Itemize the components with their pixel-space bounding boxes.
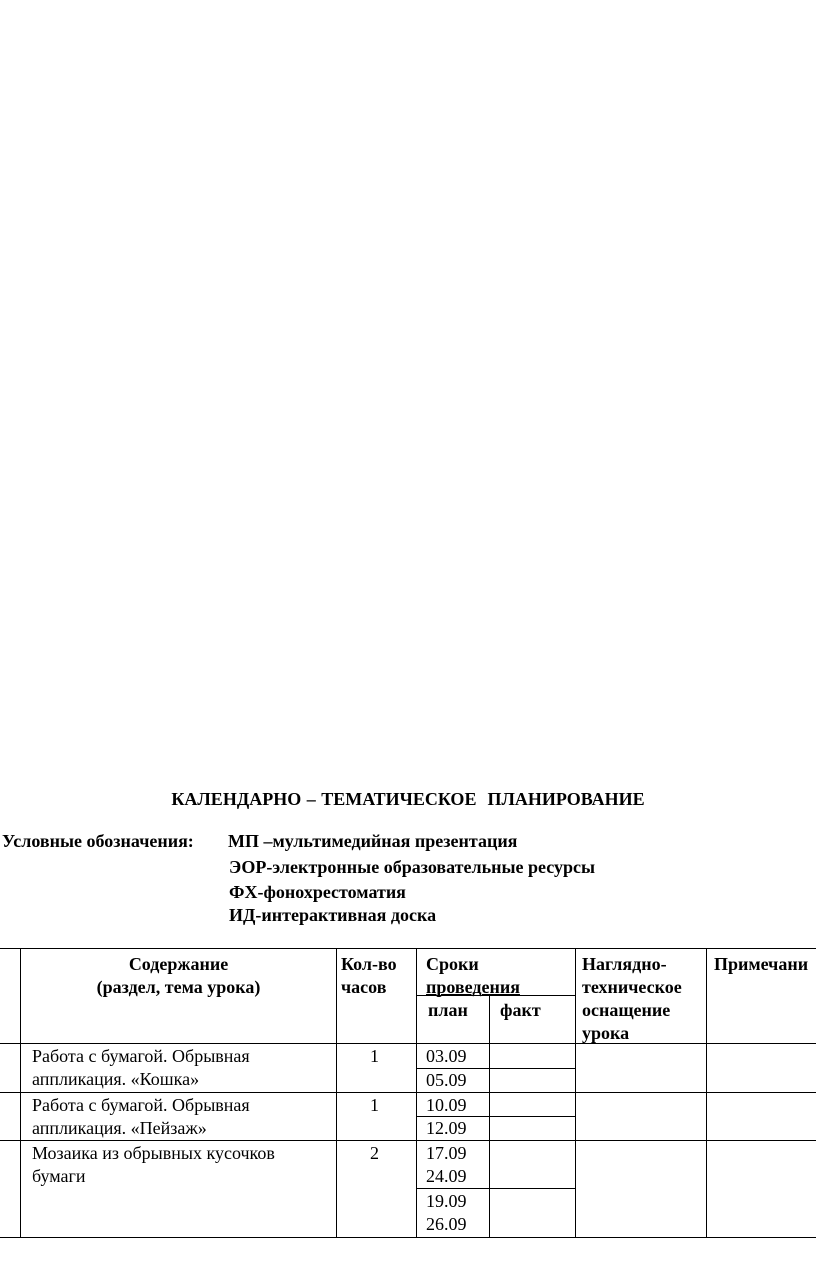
row3-plan-1b: 24.09 <box>426 1166 467 1186</box>
row1-hours: 1 <box>370 1046 379 1066</box>
legend-item-fh: ФХ-фонохрестоматия <box>229 882 406 902</box>
legend-item-mp: МП –мультимедийная презентация <box>228 831 518 851</box>
row3-hours: 2 <box>370 1143 379 1163</box>
table-row-1-content <box>32 1045 250 1091</box>
table-divider-header-bottom <box>0 1043 816 1044</box>
header-equipment-line2: техническое <box>582 977 682 997</box>
row1-plan-2: 05.09 <box>426 1070 467 1090</box>
row3-plan-1a: 17.09 <box>426 1143 467 1163</box>
col-line-plan-fact <box>489 995 490 1238</box>
header-hours-line2: часов <box>341 977 387 997</box>
header-fact: факт <box>500 1000 541 1020</box>
row2-plan-2: 12.09 <box>426 1118 467 1138</box>
row2-bottom <box>0 1140 816 1141</box>
table-row-3-content <box>32 1142 275 1188</box>
header-hours <box>341 953 397 999</box>
header-hours-line1: Кол-во <box>341 954 397 974</box>
row3-content-line2: бумаги <box>32 1166 86 1186</box>
row3-plan-1 <box>426 1142 467 1188</box>
header-content-line2: (раздел, тема урока) <box>96 977 261 997</box>
table-border-bottom <box>0 1237 816 1238</box>
row1-plan-1: 03.09 <box>426 1046 467 1066</box>
row3-split <box>416 1188 575 1189</box>
legend-item-eor: ЭОР-электронные образовательные ресурсы <box>229 857 596 877</box>
header-dates-line1: Сроки <box>426 954 479 974</box>
legend-label: Условные обозначения: <box>2 831 194 851</box>
row3-content-line1: Мозаика из обрывных кусочков <box>32 1143 275 1163</box>
header-dates <box>426 953 520 999</box>
header-content <box>21 953 336 999</box>
row2-content-line1: Работа с бумагой. Обрывная <box>32 1095 250 1115</box>
row1-bottom <box>0 1092 816 1093</box>
row2-content-line2: аппликация. «Пейзаж» <box>32 1118 207 1138</box>
col-line-2 <box>416 948 417 1238</box>
header-content-line1: Содержание <box>128 954 229 974</box>
row1-content-line2: аппликация. «Кошка» <box>32 1069 200 1089</box>
header-equipment-line4: урока <box>582 1023 630 1043</box>
page-title: КАЛЕНДАРНО – ТЕМАТИЧЕСКОЕ ПЛАНИРОВАНИЕ <box>171 789 645 809</box>
row1-content-line1: Работа с бумагой. Обрывная <box>32 1046 250 1066</box>
row2-hours: 1 <box>370 1095 379 1115</box>
col-line-3 <box>575 948 576 1238</box>
row3-plan-2a: 19.09 <box>426 1191 467 1211</box>
legend-item-id: ИД-интерактивная доска <box>229 905 437 925</box>
row3-plan-2b: 26.09 <box>426 1214 467 1234</box>
table-border-top <box>0 948 816 949</box>
header-equipment <box>582 953 682 1045</box>
header-dates-line2: проведения <box>426 977 520 997</box>
col-line-4 <box>706 948 707 1238</box>
row2-plan-1: 10.09 <box>426 1095 467 1115</box>
header-equipment-line3: оснащение <box>582 1000 671 1020</box>
row3-plan-2 <box>426 1190 467 1236</box>
header-equipment-line1: Наглядно- <box>582 954 667 974</box>
header-plan: план <box>428 1000 468 1020</box>
col-line-1 <box>336 948 337 1238</box>
table-row-2-content <box>32 1094 250 1140</box>
header-notes: Примечани <box>714 954 809 974</box>
